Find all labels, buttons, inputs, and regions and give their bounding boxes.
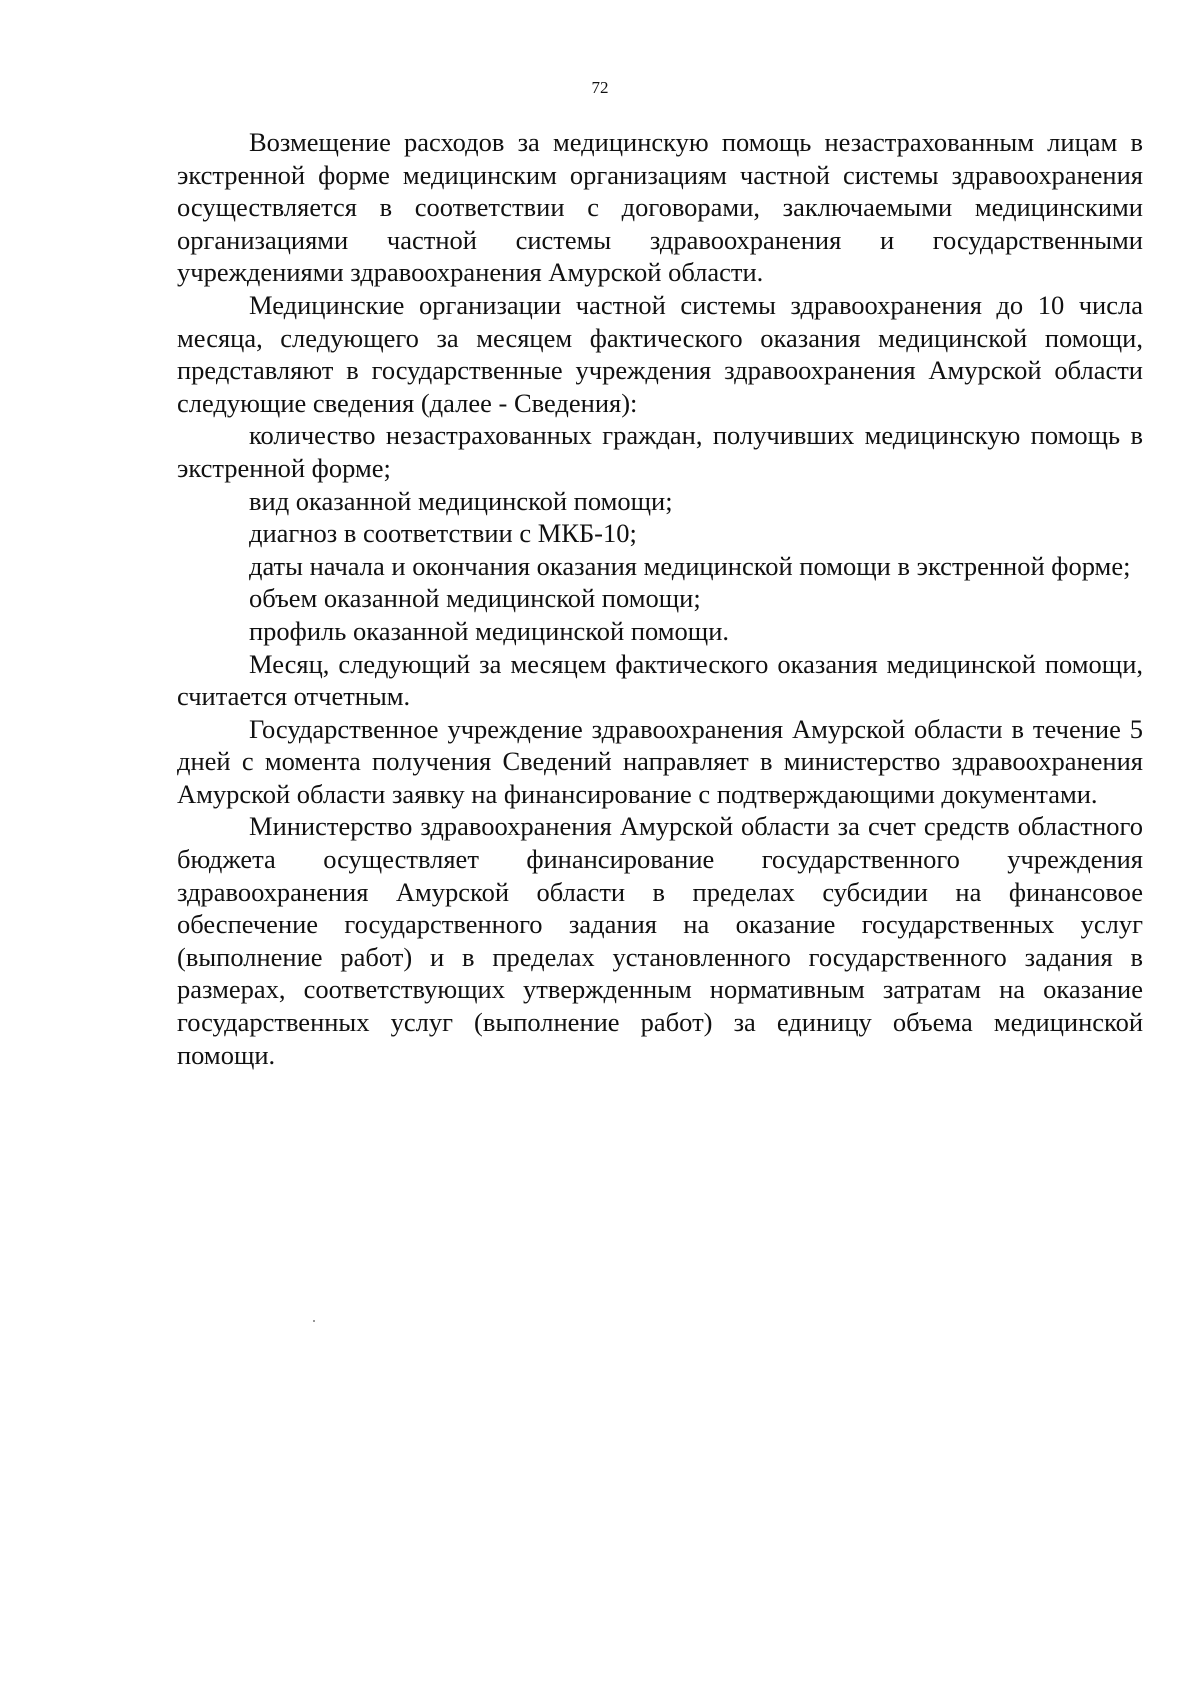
- paragraph-care-type: вид оказанной медицинской помощи;: [249, 485, 673, 516]
- page-number: 72: [591, 78, 609, 97]
- paragraph-care-profile: профиль оказанной медицинской помощи.: [249, 615, 730, 646]
- document-body: [177, 126, 1143, 1071]
- paragraph-reporting-month: Месяц, следующий за месяцем фактического оказания медицинской помощи, считается отчетным.: [177, 648, 1143, 712]
- paragraph-diagnosis: диагноз в соответствии с МКБ-10;: [249, 518, 637, 549]
- paragraph-uninsured-count: количество незастрахованных граждан, получивших медицинскую помощь в экстренной форме;: [177, 420, 1143, 483]
- paragraph-reimbursement: Возмещение расходов за медицинскую помощь незастрахованным лицам в экстренной форме медицинским организациям частной системы здравоохранения осуществляется в соответствии с договорами, заключаемыми медицинскими организациями частной системы здравоохранения и государственными учреждениями здравоохранения Амурской области.: [177, 127, 1143, 288]
- paragraph-care-volume: объем оказанной медицинской помощи;: [249, 583, 701, 614]
- scan-speck: [313, 1320, 315, 1322]
- paragraph-care-dates: даты начала и окончания оказания медицинской помощи в экстренной форме;: [249, 550, 1131, 581]
- paragraph-private-organizations: Медицинские организации частной системы здравоохранения до 10 числа месяца, следующего за месяцем фактического оказания медицинской помощи, представляют в государственные учреждения здравоохранения Амурской области следующие сведения (далее - Сведения):: [177, 289, 1143, 418]
- paragraph-ministry-financing: Министерство здравоохранения Амурской области за счет средств областного бюджета осуществляет финансирование государственного учреждения здравоохранения Амурской области в пределах субсидии на финансовое обеспечение государственного задания на оказание государственных услуг (выполнение работ) и в пределах установленного государственного задания в размерах, соответствующих утвержденным нормативным затратам на оказание государственных услуг (выполнение работ) за единицу объема медицинской помощи.: [177, 811, 1143, 1070]
- paragraph-state-institution: Государственное учреждение здравоохранения Амурской области в течение 5 дней с момента получения Сведений направляет в министерство здравоохранения Амурской области заявку на финансирование с подтверждающими документами.: [177, 713, 1143, 809]
